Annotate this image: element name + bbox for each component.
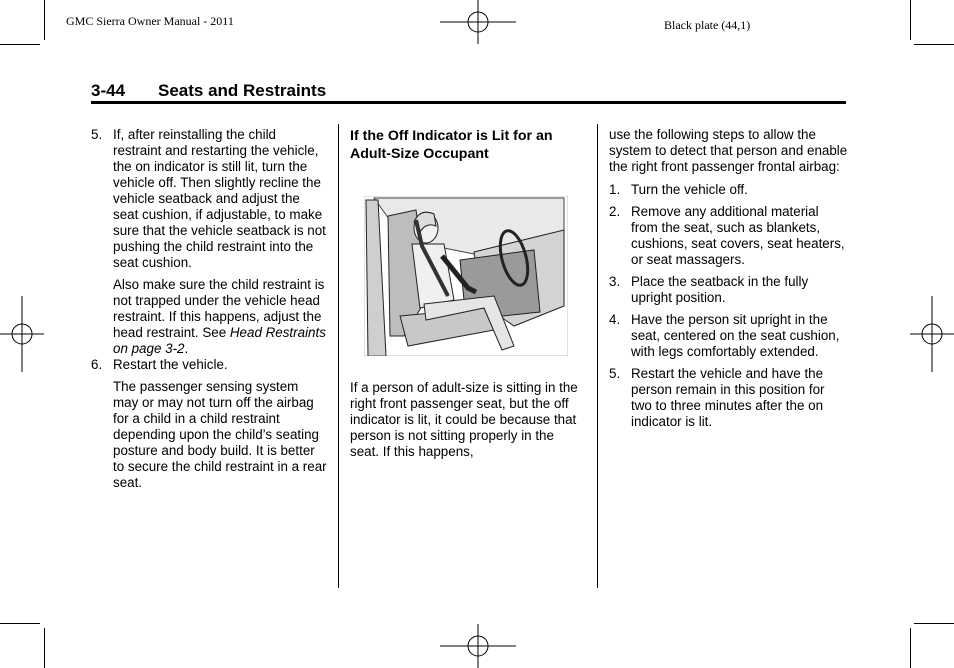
punctuation: . — [184, 341, 189, 356]
crop-mark — [914, 623, 954, 624]
list-item — [91, 357, 327, 373]
plate-label: Black plate (44,1) — [664, 18, 751, 32]
registration-mark-left — [0, 296, 44, 372]
list-number: 3. — [609, 274, 621, 289]
cross-reference-link[interactable]: Head Restraints on page 3-2 — [113, 325, 326, 356]
registration-mark-top — [440, 0, 516, 44]
column-divider — [338, 124, 339, 588]
crop-mark — [910, 628, 911, 668]
list-number: 2. — [609, 204, 621, 219]
page-number: 3-44 — [91, 81, 126, 100]
column-3 — [609, 127, 849, 436]
registration-mark-bottom — [440, 624, 516, 668]
list-text: Restart the vehicle and have the person remain in this position for two to three minutes after the on indicator is lit. — [631, 366, 825, 429]
paragraph — [91, 277, 327, 357]
list-item — [609, 312, 849, 360]
paragraph-text: Also make sure the child restraint is not trapped under the vehicle head restraint. If this happens, adjust the head restraint. See — [113, 277, 325, 340]
list-text: Turn the vehicle off. — [631, 182, 748, 197]
manual-title: GMC Sierra Owner Manual - 2011 — [66, 14, 234, 28]
list-item — [609, 204, 849, 268]
list-number: 6. — [91, 357, 103, 372]
list-text: Remove any additional material from the seat, such as blankets, cushions, seat covers, seat heaters, or seat massagers. — [631, 204, 845, 267]
crop-mark — [0, 623, 40, 624]
registration-mark-right — [910, 296, 954, 372]
list-item — [609, 366, 849, 430]
list-text: If, after reinstalling the child restraint and restarting the vehicle, the on indicator is still lit, turn the vehicle off. Then slightly recline the vehicle seatback and adjust the seat cushion, if adjustable, to make sure that the vehicle seatback is not pushing the child restraint into the seat cushion. — [113, 127, 326, 270]
column-divider — [597, 124, 598, 588]
crop-mark — [44, 0, 45, 40]
list-number: 4. — [609, 312, 621, 327]
list-item — [91, 127, 327, 271]
paragraph: The passenger sensing system may or may not turn off the airbag for a child in a child restraint depending upon the child’s seating posture and body build. It is better to secure the child restraint in a rear seat. — [113, 379, 327, 490]
list-text: Have the person sit upright in the seat, centered on the seat cushion, with legs comfortably extended. — [631, 312, 840, 359]
crop-mark — [44, 628, 45, 668]
column-1 — [91, 127, 327, 491]
paragraph: If a person of adult-size is sitting in the right front passenger seat, but the off indicator is lit, it could be because that person is not sitting properly in the seat. If this happens, — [350, 380, 578, 459]
list-item — [609, 182, 849, 198]
list-number: 1. — [609, 182, 621, 197]
passenger-seat-illustration — [364, 196, 568, 356]
list-number: 5. — [609, 366, 621, 381]
list-item — [609, 274, 849, 306]
paragraph: use the following steps to allow the system to detect that person and enable the right front passenger frontal airbag: — [609, 127, 848, 174]
subsection-heading: If the Off Indicator is Lit for an Adult-Size Occupant — [350, 128, 553, 162]
column-2-body — [350, 380, 586, 460]
list-text: Restart the vehicle. — [113, 357, 228, 372]
list-number: 5. — [91, 127, 103, 142]
crop-mark — [910, 0, 911, 40]
list-text: Place the seatback in the fully upright position. — [631, 274, 809, 305]
section-rule — [91, 101, 846, 104]
column-2 — [350, 127, 586, 163]
section-title: Seats and Restraints — [158, 81, 327, 100]
crop-mark — [914, 44, 954, 45]
crop-mark — [0, 44, 40, 45]
